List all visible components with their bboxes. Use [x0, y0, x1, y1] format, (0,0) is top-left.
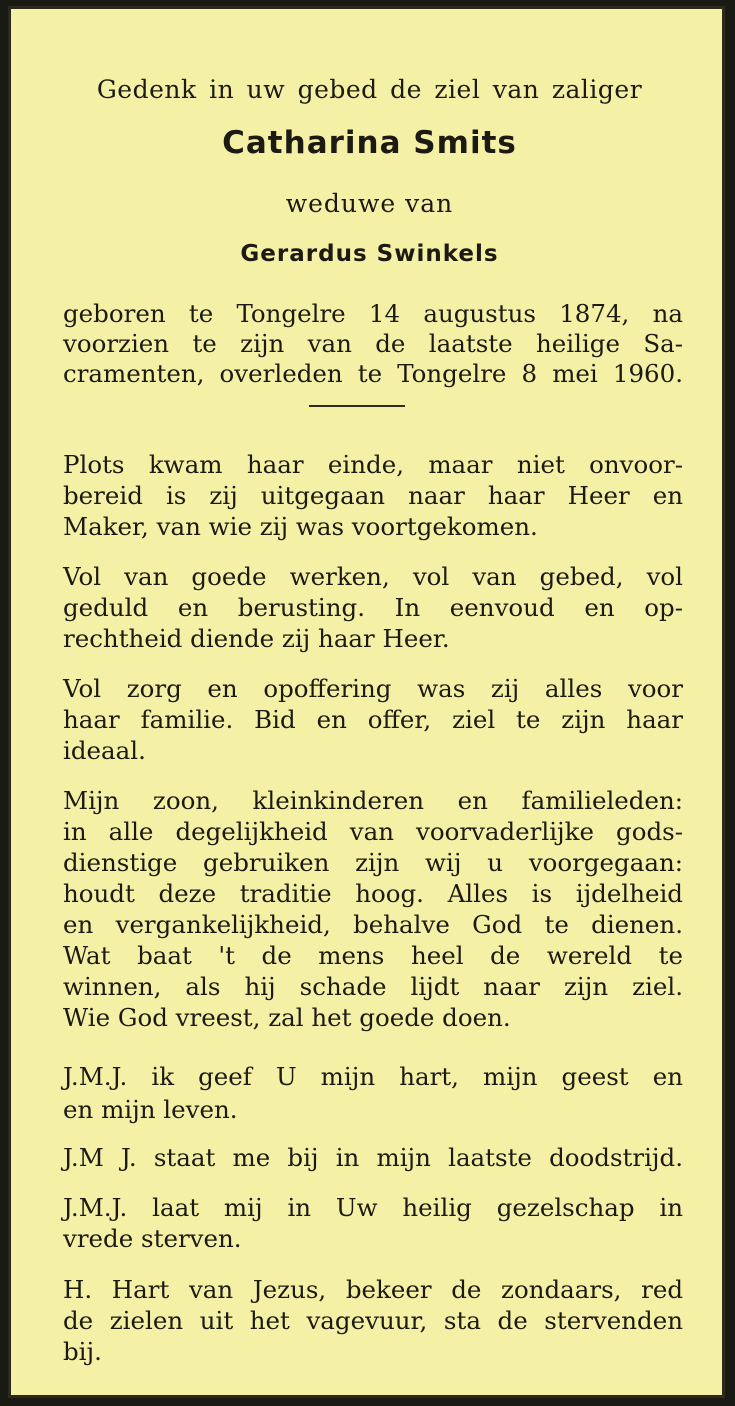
paragraph-line: Mijn zoon, kleinkinderen en familieleden: — [63, 786, 683, 815]
bio-line: geboren te Tongelre 14 augustus 1874, na — [63, 299, 683, 328]
paragraph-line: Wat baat 't de mens heel de wereld te — [63, 941, 683, 970]
paragraph-line: Maker, van wie zij was voortgekomen. — [63, 512, 538, 541]
bio-line: voorzien te zijn van de laatste heilige Sa- — [63, 329, 683, 358]
paragraph-line: haar familie. Bid en offer, ziel te zijn haar — [63, 705, 683, 734]
bio-line: cramenten, overleden te Tongelre 8 mei 1960. — [63, 359, 683, 388]
divider — [309, 405, 405, 407]
husband-name: Gerardus Swinkels — [240, 241, 499, 267]
paragraph-line: bereid is zij uitgegaan naar haar Heer en — [63, 481, 683, 510]
paragraph-line: in alle degelijkheid van voorvaderlijke gods- — [63, 817, 683, 846]
paragraph-line: houdt deze traditie hoog. Alles is ijdelheid — [63, 879, 683, 908]
paragraph-line: winnen, als hij schade lijdt naar zijn ziel. — [63, 972, 683, 1001]
memorial-card — [8, 6, 725, 1398]
paragraph-line: Vol zorg en opoffering was zij alles voor — [63, 674, 683, 703]
prayer-line: J.M.J. laat mij in Uw heilig gezelschap in — [63, 1193, 683, 1222]
paragraph-line: Wie God vreest, zal het goede doen. — [63, 1003, 511, 1032]
prayer-line: vrede sterven. — [63, 1224, 242, 1253]
prayer-line: en mijn leven. — [63, 1095, 238, 1124]
intro-line: Gedenk in uw gebed de ziel van zaliger — [96, 75, 643, 104]
paragraph-line: Plots kwam haar einde, maar niet onvoor- — [63, 450, 683, 479]
widow-of-label: weduwe van — [285, 189, 454, 218]
deceased-name: Catharina Smits — [222, 125, 517, 161]
paragraph-line: geduld en berusting. In eenvoud en op- — [63, 593, 683, 622]
prayer-line: de zielen uit het vagevuur, sta de stervenden — [63, 1306, 683, 1335]
prayer-line: J.M J. staat me bij in mijn laatste doodstrijd. — [63, 1143, 683, 1172]
paragraph-line: ideaal. — [63, 736, 146, 765]
paragraph-line: rechtheid diende zij haar Heer. — [63, 624, 450, 653]
prayer-line: bij. — [63, 1337, 102, 1366]
paragraph-line: dienstige gebruiken zijn wij u voorgegaan: — [63, 848, 683, 877]
paragraph-line: en vergankelijkheid, behalve God te dienen. — [63, 910, 683, 939]
prayer-line: H. Hart van Jezus, bekeer de zondaars, red — [63, 1275, 683, 1304]
prayer-line: J.M.J. ik geef U mijn hart, mijn geest en — [63, 1062, 683, 1091]
paragraph-line: Vol van goede werken, vol van gebed, vol — [63, 562, 683, 591]
